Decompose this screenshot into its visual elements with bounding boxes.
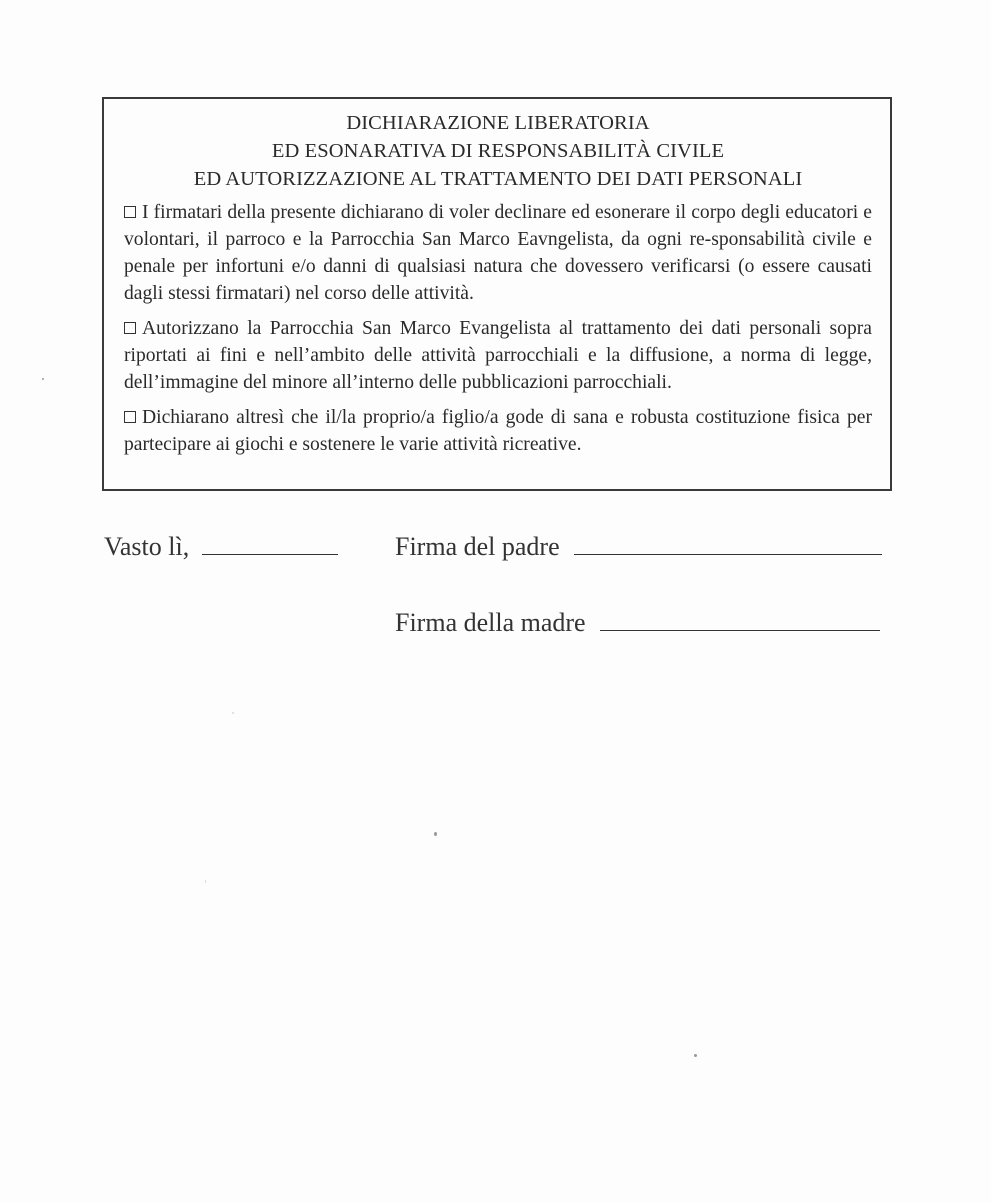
scan-speck — [232, 712, 234, 714]
checkbox-data-consent[interactable] — [124, 322, 136, 334]
title-line-3: ED AUTORIZZAZIONE AL TRATTAMENTO DEI DATI PERSONALI — [193, 168, 803, 190]
father-signature-line[interactable] — [574, 553, 882, 555]
father-signature-field — [395, 532, 882, 562]
father-signature-label: Firma del padre — [395, 532, 560, 561]
scan-speck — [205, 880, 206, 883]
mother-signature-label: Firma della madre — [395, 608, 586, 637]
scan-speck — [434, 832, 437, 836]
clause-liability-waiver-text: I firmatari della presente dichiarano di voler declinare ed esonerare il corpo degli educatori e volontari, il parroco e la Parrocchia San Marco Eavngelista, da ogni re-sponsabilità civile e penale per infortuni e/o danni di qualsiasi natura che dovessero verificarsi (o essere causati dagli stessi firmatari) nel corso delle attività. — [124, 202, 872, 304]
declaration-box — [102, 97, 892, 491]
checkbox-health-declaration[interactable] — [124, 411, 136, 423]
clause-data-consent — [124, 315, 872, 396]
mother-signature-line[interactable] — [600, 629, 880, 631]
clause-data-consent-text: Autorizzano la Parrocchia San Marco Evangelista al trattamento dei dati personali sopra riportati ai fini e nell’ambito delle attività parrocchiali e la diffusione, a norma di legge, dell’immagine del minore all’interno delle pubblicazioni parrocchiali. — [124, 318, 872, 393]
checkbox-liability-waiver[interactable] — [124, 206, 136, 218]
clause-health-declaration — [124, 404, 872, 458]
clause-health-declaration-text: Dichiarano altresì che il/la proprio/a figlio/a gode di sana e robusta costituzione fisica per partecipare ai giochi e sostenere le varie attività ricreative. — [124, 407, 872, 455]
scan-speck — [42, 378, 44, 380]
title-line-1: DICHIARAZIONE LIBERATORIA — [346, 112, 650, 134]
date-field — [104, 532, 338, 562]
scan-speck — [694, 1054, 697, 1057]
date-input-line[interactable] — [202, 553, 338, 555]
mother-signature-field — [395, 608, 880, 638]
title-line-2: ED ESONARATIVA DI RESPONSABILITÀ CIVILE — [271, 140, 725, 162]
declaration-title — [124, 109, 872, 193]
clause-liability-waiver — [124, 199, 872, 307]
date-label: Vasto lì, — [104, 532, 190, 561]
